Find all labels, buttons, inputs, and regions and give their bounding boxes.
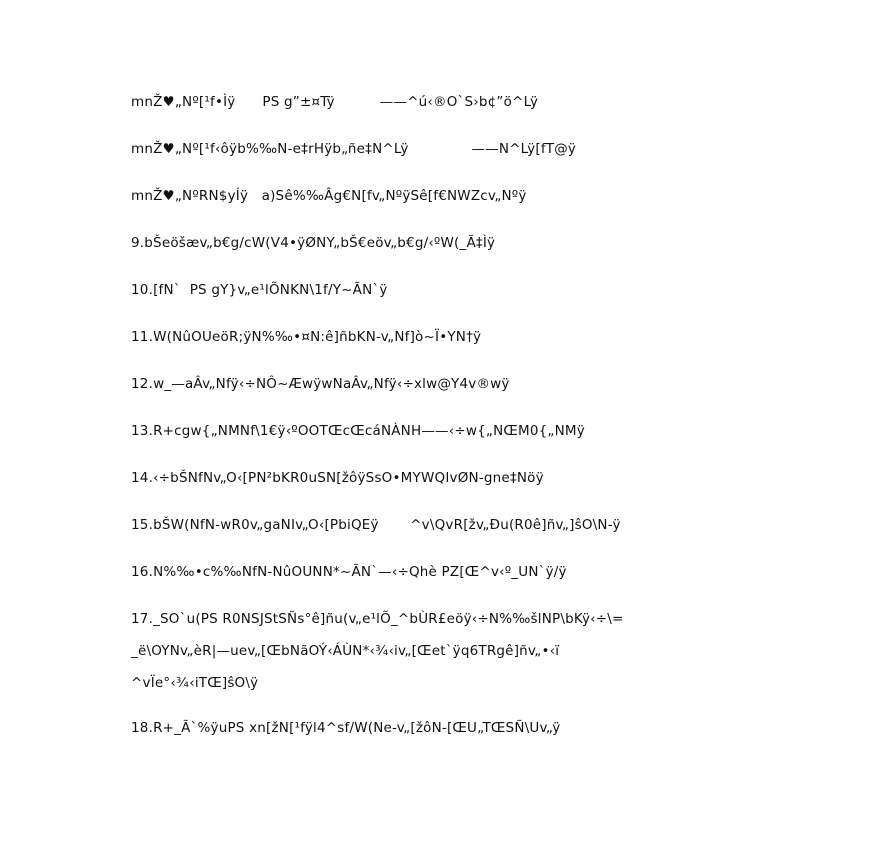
text-line-4: 9.bŠeöšæv„b€g/cW(V4•ÿØNY„bŠ€eöv„b€g/‹ºW(_Ã‡Ìÿ: [131, 235, 496, 251]
text-line-11: 16.N%‰•c%‰NfN-NûOUNN*~ÃN`—‹÷Qhè PZ[Œ^v‹º_UN`ÿ/ÿ: [131, 564, 567, 580]
text-line-13: _ë\OYNv„èR|—uev„[ŒbNãOÝ‹ÁÙN*‹¾‹iv„[Œet`ÿq6TRgê]ñv„•‹ï: [131, 643, 560, 659]
text-line-9: 14.‹÷bŠNfNv„O‹[PN²bKR0uSN[žôÿSsO•MYWQIvØN-gne‡Nöÿ: [131, 470, 544, 486]
text-line-12: 17._SO`u(PS R0NSJStSÑs°ê]ñu(v„e¹lÕ_^bÙR£eöÿ‹÷N%‰šlNP\bKÿ‹÷\=: [131, 611, 624, 627]
text-line-7: 12.w_—aÂv„Nfÿ‹÷NÔ~ÆwÿwNaÂv„Nfÿ‹÷xlw@Y4v®wÿ: [131, 376, 510, 392]
text-line-5: 10.[fN` PS gY}v„e¹lÕNKN\1f/Y~ÃN`ÿ: [131, 282, 388, 298]
text-line-15: 18.R+_Ã`%ÿuPS xn[žN[¹fÿl4^sf/W(Ne-v„[žôN-[ŒU„TŒSÑ\Uv„ÿ: [131, 720, 561, 736]
text-line-14: ^vÏe°‹¾‹iTŒ]ŝO\ÿ: [131, 675, 259, 691]
text-line-2: mnŽ♥„Nº[¹f‹ôÿb%‰N-e‡rHÿb„ñe‡N^Lÿ ——N^Lÿ[fT@ÿ: [131, 141, 577, 157]
text-line-1: mnŽ♥„Nº[¹f•Ìÿ PS g”±¤Tÿ ——^ú‹®O`S›b¢”ö^Lÿ: [131, 94, 539, 110]
text-line-8: 13.R+cgw{„NMNf\1€ÿ‹ºOOTŒcŒcáNÀNH——‹÷w{„NŒM0{„NMÿ: [131, 423, 585, 439]
text-line-6: 11.W(NûOUeöR;ÿN%‰•¤N:ê]ñbKN-v„Nf]ò~Ï•YN†ÿ: [131, 329, 482, 345]
text-line-10: 15.bŠW(NfN-wR0v„gaNIv„O‹[PbiQEÿ ^v\QvR[žv„Ðu(R0ê]ñv„]ŝO\N-ÿ: [131, 517, 621, 533]
text-line-3: mnŽ♥„NºRN$yÍÿ a)Sê%‰Âg€N[fv„NºÿSê[f€NWZcv„Nºÿ: [131, 188, 527, 204]
